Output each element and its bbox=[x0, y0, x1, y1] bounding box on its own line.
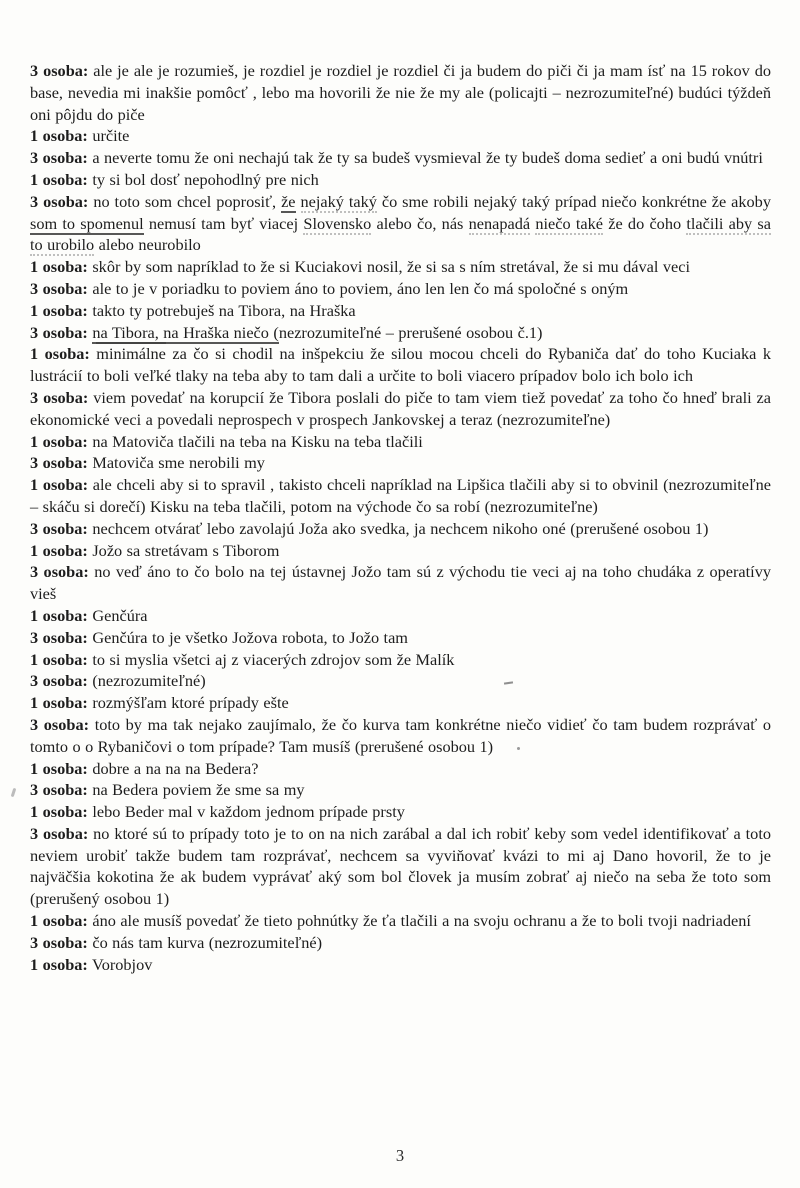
text-segment: no ktoré sú to prípady toto je to on na nich zarábal a dal ich robiť keby som vedel identifikovať a toto neviem urobiť takže budem tam rozprávať, nechcem sa vyviňovať kvázi to mi aj Dano hovoril, že to je najväčšia kokotina že ak budem vyprávať aký som bol človek ja musím zobrať aj niečo na seba že toto som (prerušený osobou 1) bbox=[30, 823, 771, 909]
utterance-5 bbox=[30, 191, 771, 256]
utterance-4 bbox=[30, 169, 771, 191]
text-segment: Matoviča sme nerobili my bbox=[92, 453, 265, 473]
text-segment: som to spomenul bbox=[30, 213, 144, 233]
speaker-label: 1 osoba: bbox=[30, 475, 89, 495]
text-segment: ale chceli aby si to spravil , takisto chceli napríklad na Lipšica tlačili aby si to obvinil (nezrozumiteľne – skáču si dorečí) Kisku na teba tlačili, potom na východe čo sa robí (nezrozumiteľne) bbox=[30, 475, 771, 516]
text-segment: Genčúra bbox=[92, 605, 148, 625]
text-segment: čo nás tam kurva (nezrozumiteľné) bbox=[92, 932, 323, 952]
text-segment: nezrozumiteľné – prerušené osobou č.1) bbox=[278, 322, 543, 342]
speaker-label: 3 osoba: bbox=[30, 714, 90, 734]
speaker-label: 1 osoba: bbox=[30, 605, 88, 625]
speaker-label: 1 osoba: bbox=[30, 911, 88, 931]
text-segment: áno ale musíš povedať že tieto pohnútky že ťa tlačili a na svoju ochranu a že to boli tvoji nadriadení bbox=[92, 911, 751, 931]
text-segment: alebo čo, nás bbox=[371, 213, 469, 233]
text-segment: viem povedať na korupcií že Tibora poslali do piče to tam viem tiež povedať za toho čo hneď brali za ekonomické veci a povedali neprospech v prospech Jankovskej a teraz (nezrozumiteľne) bbox=[30, 387, 771, 429]
speaker-label: 1 osoba: bbox=[30, 954, 88, 974]
utterance-26 bbox=[30, 801, 771, 823]
speaker-label: 1 osoba: bbox=[30, 344, 90, 364]
text-segment: to si myslia všetci aj z viacerých zdrojov som že Malík bbox=[92, 649, 455, 669]
text-segment: ty si bol dosť nepohodlný pre nich bbox=[92, 169, 319, 189]
speaker-label: 3 osoba: bbox=[30, 627, 88, 647]
text-segment: Vorobjov bbox=[92, 954, 153, 974]
utterance-24 bbox=[30, 758, 771, 780]
utterance-14 bbox=[30, 474, 771, 518]
utterance-16 bbox=[30, 540, 771, 562]
text-segment: rozmýšľam ktoré prípady ešte bbox=[92, 693, 289, 713]
utterance-23 bbox=[30, 714, 771, 758]
text-segment: (nezrozumiteľné) bbox=[92, 671, 206, 691]
speaker-label: 3 osoba: bbox=[30, 562, 89, 582]
text-segment: alebo neurobilo bbox=[94, 235, 201, 255]
utterance-3 bbox=[30, 147, 771, 169]
text-segment: Genčúra to je všetko Jožova robota, to Jožo tam bbox=[92, 627, 408, 647]
text-segment: no toto som chcel poprosiť, bbox=[93, 191, 282, 211]
text-segment: že bbox=[281, 191, 296, 211]
speaker-label: 1 osoba: bbox=[30, 693, 88, 713]
utterance-28 bbox=[30, 910, 771, 932]
utterance-11 bbox=[30, 387, 771, 431]
utterance-20 bbox=[30, 649, 771, 671]
speaker-label: 3 osoba: bbox=[30, 191, 89, 211]
utterance-2 bbox=[30, 125, 771, 147]
speaker-label: 3 osoba: bbox=[30, 61, 89, 80]
speaker-label: 1 osoba: bbox=[30, 126, 88, 146]
speaker-label: 1 osoba: bbox=[30, 540, 88, 560]
utterance-21 bbox=[30, 670, 771, 692]
utterance-27 bbox=[30, 823, 771, 910]
page-number: 3 bbox=[395, 1146, 405, 1165]
text-segment: tlačili aby sa to urobilo bbox=[30, 213, 771, 255]
text-segment: ale to je v poriadku to poviem áno to poviem, áno len len čo má spoločné s oným bbox=[92, 278, 629, 298]
text-segment: čo sme robili nejaký taký prípad niečo konkrétne že akoby bbox=[376, 191, 771, 211]
text-segment: Slovensko bbox=[303, 213, 372, 233]
utterance-6 bbox=[30, 256, 771, 278]
text-segment: takto ty potrebuješ na Tibora, na Hraška bbox=[92, 300, 356, 320]
text-segment: ale je ale je rozumieš, je rozdiel je rozdiel je rozdiel či ja budem do piči či ja mam ísť na 15 rokov do base, nevedia mi inakšie pomôcť , lebo ma hovorili že nie že my ale (policajti – nezrozumiteľné) budúci týždeň oni pôjdu do piče bbox=[30, 61, 771, 124]
scan-artifact-dot bbox=[517, 747, 520, 750]
utterance-7 bbox=[30, 278, 771, 300]
speaker-label: 1 osoba: bbox=[30, 649, 88, 669]
utterance-13 bbox=[30, 452, 771, 474]
speaker-label: 3 osoba: bbox=[30, 453, 88, 473]
utterance-12 bbox=[30, 431, 771, 453]
text-segment: minimálne bbox=[96, 344, 166, 364]
text-segment: na Matoviča tlačili na teba na Kisku na teba tlačili bbox=[92, 431, 423, 451]
utterance-29 bbox=[30, 932, 771, 954]
text-segment: niečo také bbox=[535, 213, 603, 233]
utterance-9 bbox=[30, 322, 771, 344]
speaker-label: 1 osoba: bbox=[30, 300, 88, 320]
text-segment: Jožo sa stretávam s Tiborom bbox=[92, 540, 280, 560]
text-segment bbox=[296, 192, 301, 211]
speaker-label: 3 osoba: bbox=[30, 932, 88, 952]
text-segment: na Tibora, na Hraška niečo ( bbox=[92, 322, 279, 342]
text-segment: že do čoho bbox=[602, 213, 687, 233]
speaker-label: 1 osoba: bbox=[30, 758, 88, 778]
utterance-25 bbox=[30, 779, 771, 801]
utterance-15 bbox=[30, 518, 771, 540]
speaker-label: 3 osoba: bbox=[30, 278, 88, 298]
text-segment: toto by ma tak nejako zaujímalo, že čo kurva tam konkrétne niečo vidieť čo tam budem rozprávať o tomto o o Rybaničovi o tom prípade? Tam musíš (prerušené osobou 1) bbox=[30, 714, 771, 756]
speaker-label: 1 osoba: bbox=[30, 431, 88, 451]
utterance-18 bbox=[30, 605, 771, 627]
speaker-label: 3 osoba: bbox=[30, 387, 89, 407]
text-segment: nenapadá bbox=[468, 213, 531, 233]
text-segment: nemusí tam byť viacej bbox=[143, 213, 304, 233]
speaker-label: 3 osoba: bbox=[30, 780, 88, 800]
speaker-label: 3 osoba: bbox=[30, 322, 88, 342]
text-segment: a neverte tomu že oni nechajú tak že ty sa budeš vysmieval že ty budeš doma sedieť a oni budú vnútri bbox=[92, 148, 763, 168]
transcript bbox=[30, 60, 771, 975]
text-segment: určite bbox=[92, 126, 130, 146]
scan-artifact-margin-mark bbox=[11, 788, 17, 797]
speaker-label: 1 osoba: bbox=[30, 169, 88, 189]
speaker-label: 3 osoba: bbox=[30, 148, 88, 168]
text-segment: dobre a na na na Bedera? bbox=[92, 758, 259, 778]
speaker-label: 3 osoba: bbox=[30, 671, 88, 691]
speaker-label: 1 osoba: bbox=[30, 257, 88, 277]
utterance-8 bbox=[30, 300, 771, 322]
speaker-label: 3 osoba: bbox=[30, 518, 88, 538]
text-segment: lebo Beder mal v každom jednom prípade prsty bbox=[92, 802, 405, 822]
utterance-1 bbox=[30, 60, 771, 125]
utterance-19 bbox=[30, 627, 771, 649]
text-segment: no veď áno to čo bolo na tej ústavnej Jožo tam sú z východu tie veci aj na toho chudáka z operatívy vieš bbox=[30, 562, 771, 604]
utterance-10 bbox=[30, 343, 771, 387]
utterance-30 bbox=[30, 954, 771, 976]
text-segment: nechcem otvárať lebo zavolajú Joža ako svedka, ja nechcem nikoho oné (prerušené osobou 1) bbox=[92, 518, 709, 538]
utterance-17 bbox=[30, 561, 771, 605]
text-segment: na Bedera poviem že sme sa my bbox=[92, 780, 305, 800]
speaker-label: 1 osoba: bbox=[30, 802, 88, 822]
text-segment: skôr by som napríklad to že si Kuciakovi nosil, že si sa s ním stretával, že si mu dával veci bbox=[92, 257, 691, 277]
text-segment: za čo si chodil na inšpekciu že silou mocou chceli do Rybaniča dať do toho Kuciaka k lustrácií to boli veľké tlaky na teba aby to tam dali a určite to boli viacero prípadov bolo ich bolo ich bbox=[30, 344, 771, 386]
speaker-label: 3 osoba: bbox=[30, 823, 89, 843]
text-segment: nejaký taký bbox=[300, 191, 377, 211]
utterance-22 bbox=[30, 692, 771, 714]
